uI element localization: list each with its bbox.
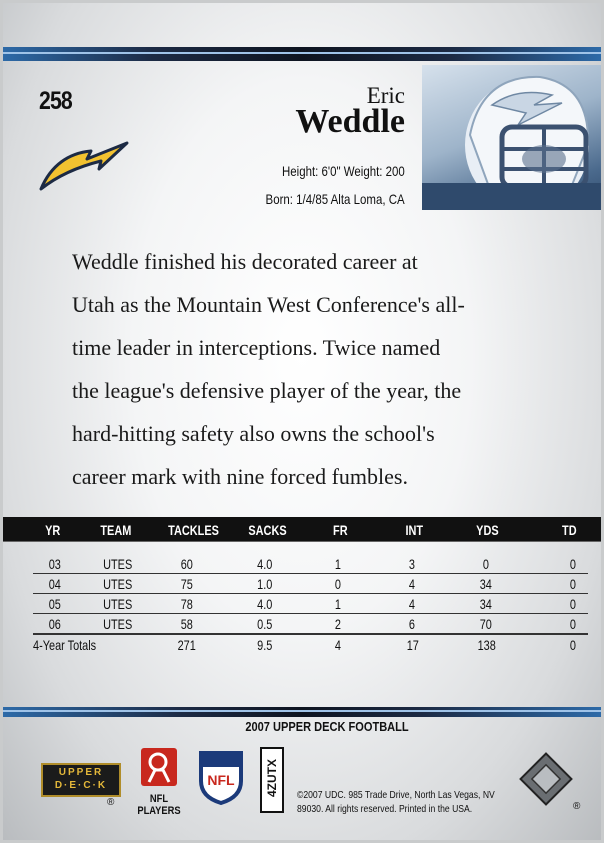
cell-int: 3 bbox=[408, 556, 415, 572]
totals-tackles: 271 bbox=[177, 637, 196, 653]
header-int: INT bbox=[405, 522, 424, 538]
cell-team: UTES bbox=[103, 556, 133, 572]
player-first-name: Eric bbox=[366, 83, 405, 108]
cell-int: 4 bbox=[408, 576, 415, 592]
registered-mark-2: ® bbox=[573, 801, 581, 812]
cell-yds: 34 bbox=[479, 596, 492, 612]
player-photo bbox=[422, 65, 601, 210]
height-weight: Height: 6'0" Weight: 200 bbox=[282, 163, 405, 179]
cell-sacks: 0.5 bbox=[257, 616, 273, 632]
cell-yr: 05 bbox=[48, 596, 61, 612]
totals-sacks: 9.5 bbox=[257, 637, 273, 653]
blurb-line: Utah as the Mountain West Conference's all- bbox=[72, 292, 465, 317]
player-blurb bbox=[72, 240, 572, 498]
cell-yr: 04 bbox=[48, 576, 61, 592]
player-last-name: Weddle bbox=[295, 103, 405, 140]
player-helmet-icon bbox=[422, 65, 601, 210]
nfl-text: NFL bbox=[207, 772, 235, 788]
cell-td: 0 bbox=[569, 616, 576, 632]
legal-line-2: 89030. All rights reserved. Printed in the USA. bbox=[297, 803, 473, 815]
trading-card-back bbox=[3, 3, 601, 840]
header-yds: YDS bbox=[476, 522, 499, 538]
cell-fr: 2 bbox=[334, 616, 341, 632]
cell-fr: 1 bbox=[334, 556, 341, 572]
cell-yr: 06 bbox=[48, 616, 61, 632]
cell-sacks: 4.0 bbox=[257, 596, 273, 612]
header-td: TD bbox=[562, 522, 577, 538]
cell-fr: 1 bbox=[334, 596, 341, 612]
totals-int: 17 bbox=[406, 637, 419, 653]
registered-mark: ® bbox=[107, 797, 115, 808]
rookie-premiere-logo-icon bbox=[518, 751, 574, 807]
header-fr: FR bbox=[333, 522, 348, 538]
cell-yds: 0 bbox=[482, 556, 489, 572]
cell-tackles: 75 bbox=[180, 576, 193, 592]
stats-header-bar bbox=[3, 517, 601, 541]
blurb-line: hard-hitting safety also owns the school's bbox=[72, 421, 435, 446]
cell-sacks: 4.0 bbox=[257, 556, 273, 572]
upper-deck-bottom-text: D·E·C·K bbox=[54, 780, 108, 791]
blurb-line: Weddle finished his decorated career at bbox=[72, 249, 418, 274]
upper-deck-top-text: UPPER bbox=[58, 767, 104, 778]
row-divider bbox=[33, 593, 588, 594]
lightning-bolt-icon bbox=[39, 139, 131, 193]
totals-divider bbox=[33, 633, 588, 635]
cell-td: 0 bbox=[569, 576, 576, 592]
header-sacks: SACKS bbox=[248, 522, 287, 538]
card-code-box bbox=[260, 747, 284, 813]
cell-tackles: 78 bbox=[180, 596, 193, 612]
legal-line-1: ©2007 UDC. 985 Trade Drive, North Las Vegas, NV bbox=[297, 789, 495, 801]
nfl-players-icon bbox=[141, 748, 177, 786]
cell-tackles: 60 bbox=[180, 556, 193, 572]
header-team: TEAM bbox=[100, 522, 132, 538]
header-tackles: TACKLES bbox=[168, 522, 219, 538]
cell-team: UTES bbox=[103, 576, 133, 592]
blurb-line: time leader in interceptions. Twice named bbox=[72, 335, 441, 360]
card-number: 258 bbox=[39, 87, 72, 115]
cell-int: 6 bbox=[408, 616, 415, 632]
cell-team: UTES bbox=[103, 596, 133, 612]
cell-team: UTES bbox=[103, 616, 133, 632]
totals-td: 0 bbox=[569, 637, 576, 653]
cell-int: 4 bbox=[408, 596, 415, 612]
cell-td: 0 bbox=[569, 556, 576, 572]
set-name: 2007 UPPER DECK FOOTBALL bbox=[245, 719, 409, 734]
totals-yds: 138 bbox=[477, 637, 496, 653]
row-divider bbox=[33, 573, 588, 574]
birth-info: Born: 1/4/85 Alta Loma, CA bbox=[265, 191, 405, 207]
totals-fr: 4 bbox=[334, 637, 341, 653]
nfl-players-label: NFL PLAYERS bbox=[137, 793, 181, 817]
cell-td: 0 bbox=[569, 596, 576, 612]
row-divider bbox=[33, 613, 588, 614]
cell-yr: 03 bbox=[48, 556, 61, 572]
blurb-line: the league's defensive player of the year, the bbox=[72, 378, 462, 403]
bottom-accent-bar bbox=[3, 707, 601, 717]
top-accent-bar bbox=[3, 47, 601, 61]
cell-yds: 34 bbox=[479, 576, 492, 592]
totals-label: 4-Year Totals bbox=[33, 637, 97, 653]
blurb-line: career mark with nine forced fumbles. bbox=[72, 464, 408, 489]
cell-sacks: 1.0 bbox=[257, 576, 273, 592]
cell-fr: 0 bbox=[334, 576, 341, 592]
nfl-shield-icon bbox=[197, 747, 245, 805]
header-yr: YR bbox=[45, 522, 61, 538]
upper-deck-logo bbox=[41, 763, 121, 797]
card-code: 4ZUTX bbox=[265, 759, 279, 798]
cell-yds: 70 bbox=[479, 616, 492, 632]
cell-tackles: 58 bbox=[180, 616, 193, 632]
